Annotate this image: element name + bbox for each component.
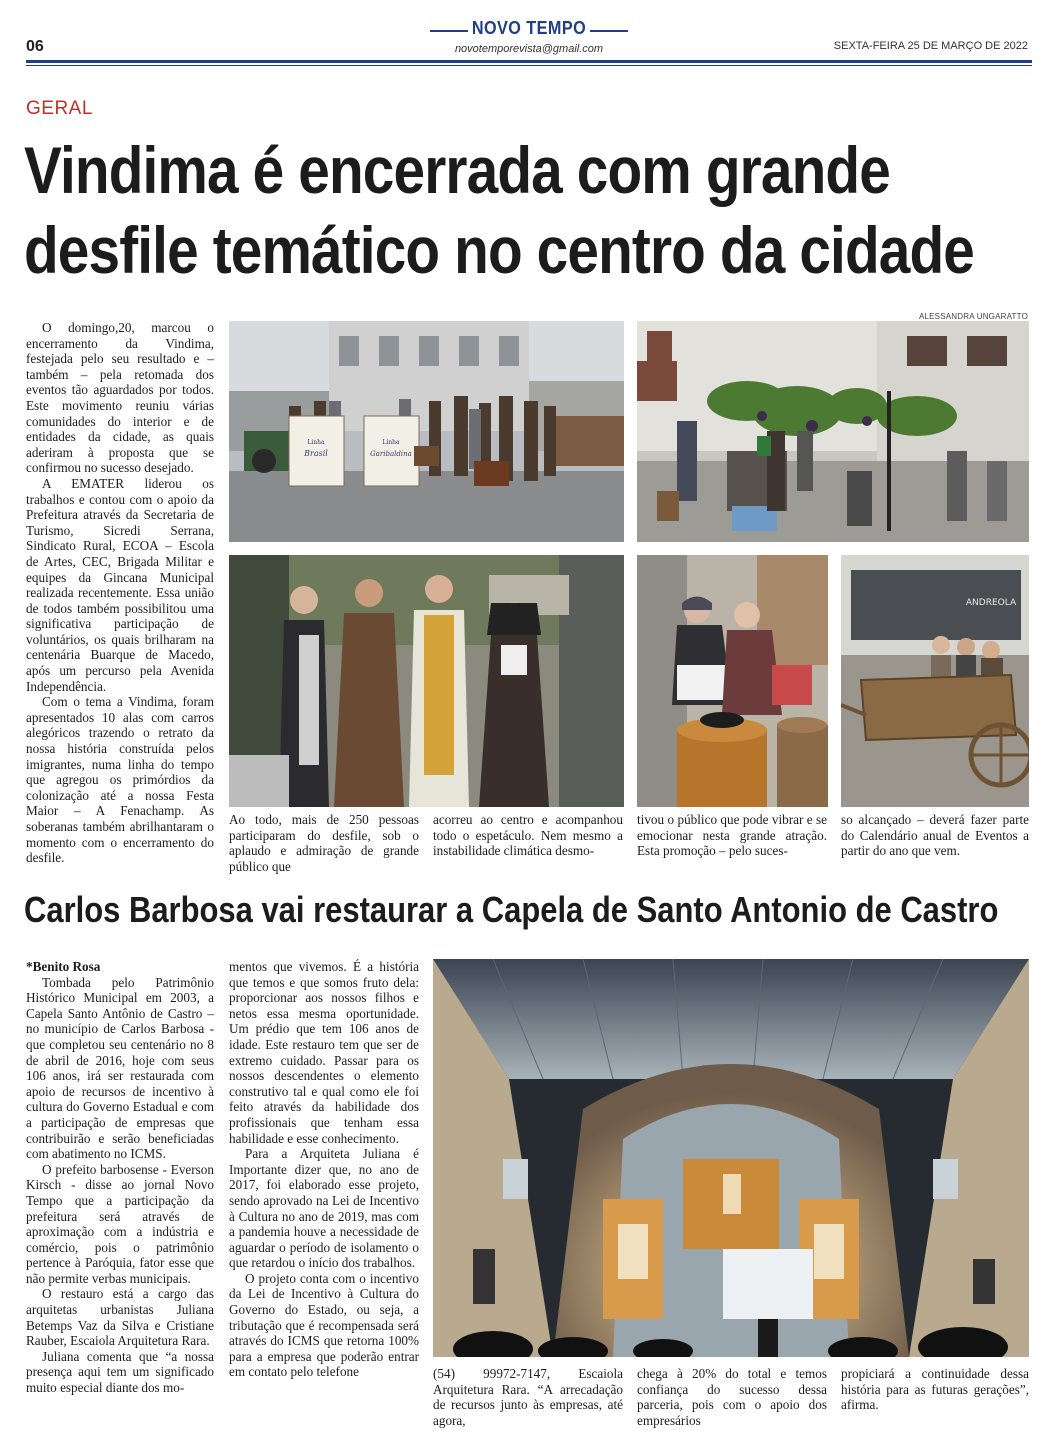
paragraph: A EMATER liderou os trabalhos e contou com o apoio da Prefeitura através da Secretaria de Turismo, Sicredi Serrana, Sindicato Rural, ECOA – Escola de Artes, CEC, Brigada Militar e equipes da Gincana Municipal realizada recentemente. Essa união de todos também possibilitou uma significativa participação de voluntários, os quais brilharam na centenária Buarque de Macedo, após um percurso pela Avenida Independência.: [26, 475, 214, 694]
paragraph: O domingo,20, marcou o encerramento da Vindima, festejada pelo seu resultado e – também – pela retomada dos eventos tão aguardados por todos. Este movimento reuniu várias comunidades do interior e de entidades da cidade, as quais aderiram à proposta que se confirmou no sucesso desejado.: [26, 320, 214, 476]
article1-column-1: [26, 320, 214, 866]
brand-rule-right: [590, 30, 628, 32]
newspaper-brand: NOVO TEMPO: [471, 18, 587, 38]
article1-column-4: [637, 812, 827, 859]
section-label: GERAL: [26, 98, 93, 119]
paragraph: Para a Arquiteta Juliana é Importante dizer que, no ano de 2017, foi elaborado esse projeto, sendo aprovado na Lei de Incentivo à Cultura no ano de 2019, mas com a pandemia houve a necessidade de aguardar o período de isolamento o que retardou o início dos trabalhos.: [229, 1146, 419, 1271]
article2-headline: Carlos Barbosa vai restaurar a Capela de Santo Antonio de Castro: [24, 889, 999, 930]
paragraph: O prefeito barbosense - Everson Kirsch - disse ao jornal Novo Tempo que a participação da prefeitura será através de aproximação com a indústria e comércio, pois o patrimônio pertence à Paróquia, fator esse que não permite verbas municipais.: [26, 1161, 214, 1286]
paragraph: O restauro está a cargo das arquitetas urbanistas Juliana Betemps Vaz da Silva e Cristiane Rauber, Escaiola Arquitetura Rara.: [26, 1286, 214, 1349]
banner-right-text: Garibaldina: [370, 450, 412, 458]
header-rule: [26, 60, 1032, 63]
brand-rule-left: [430, 30, 468, 32]
article1-column-2: [229, 812, 419, 874]
article2-column-2: [229, 959, 419, 1380]
headline-line-1: Vindima é encerrada com grande: [24, 133, 890, 207]
photo-polenta-cooking: [637, 555, 828, 807]
headline-line-2: desfile temático no centro da cidade: [24, 213, 974, 287]
paragraph: O projeto conta com o incentivo da Lei de Incentivo à Cultura do Governo do Estado, ou seja, a tributação que é recompensada será através do ICMS que retorna 100% para a empresa que poderão entrar em contato pelo telefone: [229, 1270, 419, 1380]
paragraph: tivou o público que pode vibrar e se emocionar nesta grande atração. Esta promoção – pelo suces-: [637, 812, 827, 859]
article1-column-3: [433, 812, 623, 859]
header-rule-thin: [26, 65, 1032, 66]
svg-text:Linha: Linha: [382, 439, 400, 446]
contact-email[interactable]: novotemporevista@gmail.com: [454, 43, 604, 55]
paragraph: chega à 20% do total e temos confiança do sucesso dessa parceria, pois com o apoio dos empresários: [637, 1366, 827, 1428]
paragraph: acorreu ao centro e acompanhou todo o espetáculo. Nem mesmo a instabilidade climática desmo-: [433, 812, 623, 859]
byline: *Benito Rosa: [26, 959, 101, 974]
photo-chapel-interior: [433, 959, 1029, 1357]
svg-text:Linha: Linha: [307, 439, 325, 446]
article2-column-4: [637, 1366, 827, 1428]
issue-date: SEXTA-FEIRA 25 DE MARÇO DE 2022: [833, 40, 1028, 52]
store-sign-text: ANDREOLA: [965, 598, 1017, 608]
paragraph: (54) 99972-7147, Escaiola Arquitetura Rara. “A arrecadação de recursos junto às empresas, até agora,: [433, 1366, 623, 1428]
paragraph: so alcançado – deverá fazer parte do Calendário anual de Eventos a partir do ano que vem.: [841, 812, 1029, 859]
photo-wooden-cart: [841, 555, 1029, 807]
banner-left-text: Brasil: [304, 449, 328, 458]
article2-column-1: [26, 959, 214, 1396]
paragraph: Tombada pelo Patrimônio Histórico Municipal em 2003, a Capela Santo Antônio de Castro – no município de Carlos Barbosa - que completou seu centenário no 8 de abril de 2016, hoje com seus 106 anos, irá ser restaurada com apoio de recursos de incentivo à cultura do Governo Estadual e com a participação de empresas que contribuirão e serão beneficiadas com abatimento no ICMS.: [26, 974, 214, 1162]
article-headline: [24, 130, 974, 290]
paragraph: Ao todo, mais de 250 pessoas participaram do desfile, sob o aplaudo e admiração de grande público que: [229, 812, 419, 874]
paragraph: propiciará a continuidade dessa história para as futuras gerações”, afirma.: [841, 1366, 1029, 1413]
article1-column-5: [841, 812, 1029, 859]
paragraph: Juliana comenta que “a nossa presença aqui tem um significado muito especial diante dos mo-: [26, 1348, 214, 1396]
article2-column-3: [433, 1366, 623, 1428]
photo-group-parade: [229, 321, 624, 542]
paragraph: Com o tema a Vindima, foram apresentados 10 alas com carros alegóricos trazendo o retrato da nossa história construída pelos imigrantes, numa linha do tempo que agregou os primórdios da colonização até a nossa Festa Maior – A Fenachamp. As soberanas também abrilhantaram o momento com o encerramento do desfile.: [26, 694, 214, 866]
photo-credit: ALESSANDRA UNGARATTO: [918, 312, 1028, 321]
paragraph: mentos que vivemos. É a história que temos e que somos fruto dela: proporcionar aos nossos filhos e netos essa mesma oportunidade. Um prédio que tem 106 anos de idade. Este restauro tem que ser de extremo cuidado. Passar para os nossos descendentes o elemento construtivo tal e qual como ele foi feito através da habilidade dos profissionais que tenham essa habilidade e esse conhecimento.: [229, 959, 419, 1146]
photo-clergy-costumes: [229, 555, 624, 807]
article2-column-5: [841, 1366, 1029, 1413]
photo-grapevine-float: [637, 321, 1029, 542]
page-number: 06: [26, 38, 44, 55]
